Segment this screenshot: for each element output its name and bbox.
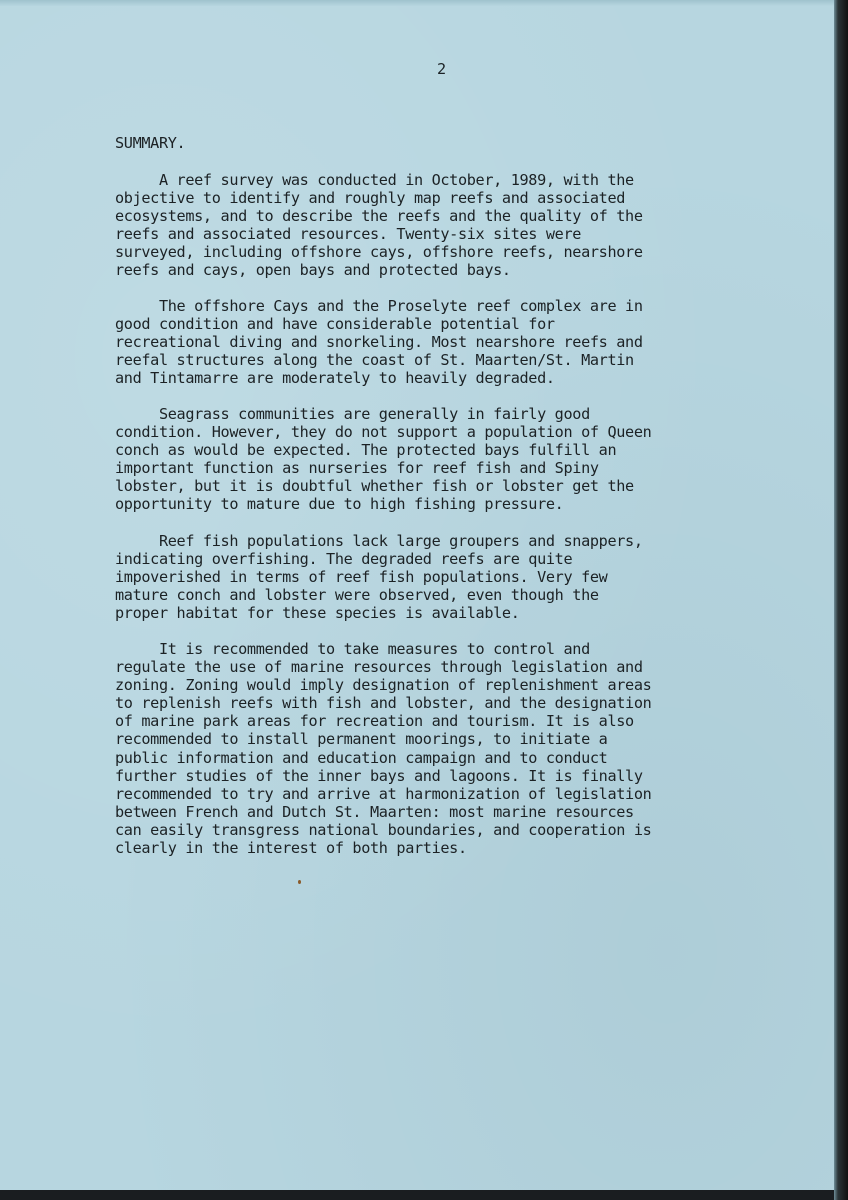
text-line: It is recommended to take measures to control and (115, 640, 590, 658)
text-line: reefs and cays, open bays and protected bays. (115, 261, 511, 280)
page-edge-shadow (834, 0, 848, 1200)
paper-speck (298, 880, 301, 884)
text-line: proper habitat for these species is available. (115, 604, 520, 623)
text-line: mature conch and lobster were observed, even though the (115, 586, 599, 605)
text-line: recommended to install permanent moorings, to initiate a (115, 730, 608, 749)
text-line: condition. However, they do not support a population of Queen (115, 423, 652, 442)
text-line: reefs and associated resources. Twenty-six sites were (115, 225, 582, 244)
paragraph-reef-fish (115, 532, 643, 622)
text-line: public information and education campaign and to conduct (115, 748, 608, 767)
text-line: recommended to try and arrive at harmonization of legislation (115, 784, 652, 803)
page-top-shadow (0, 0, 834, 6)
text-line: further studies of the inner bays and lagoons. It is finally (115, 766, 643, 785)
text-line: surveyed, including offshore cays, offshore reefs, nearshore (115, 243, 643, 262)
text-line: A reef survey was conducted in October, 1989, with the (115, 171, 634, 189)
page-number: 2 (437, 60, 446, 78)
text-line: good condition and have considerable potential for (115, 315, 555, 334)
summary-heading: SUMMARY. (115, 134, 186, 152)
text-line: of marine park areas for recreation and tourism. It is also (115, 712, 634, 731)
paragraph-survey-overview (115, 171, 643, 280)
text-line: ecosystems, and to describe the reefs and the quality of the (115, 207, 643, 226)
text-line: to replenish reefs with fish and lobster, and the designation (115, 694, 652, 713)
text-line: reefal structures along the coast of St. Maarten/St. Martin (115, 351, 634, 370)
text-line: indicating overfishing. The degraded reefs are quite (115, 550, 573, 569)
text-line: clearly in the interest of both parties. (115, 839, 467, 858)
paragraph-recommendations (115, 640, 651, 857)
text-line: important function as nurseries for reef fish and Spiny (115, 459, 599, 478)
text-line: lobster, but it is doubtful whether fish or lobster get the (115, 477, 634, 496)
text-line: Reef fish populations lack large groupers and snappers, (115, 532, 643, 550)
text-line: The offshore Cays and the Proselyte reef complex are in (115, 297, 643, 315)
text-line: conch as would be expected. The protected bays fulfill an (115, 441, 617, 460)
text-line: between French and Dutch St. Maarten: most marine resources (115, 802, 634, 821)
text-line: Seagrass communities are generally in fairly good (115, 405, 590, 423)
text-line: regulate the use of marine resources through legislation and (115, 658, 643, 677)
paragraph-seagrass (115, 405, 651, 514)
text-line: recreational diving and snorkeling. Most nearshore reefs and (115, 333, 643, 352)
text-line: impoverished in terms of reef fish populations. Very few (115, 568, 608, 587)
text-line: opportunity to mature due to high fishing pressure. (115, 495, 564, 514)
text-line: zoning. Zoning would imply designation of replenishment areas (115, 676, 652, 695)
paragraph-reef-condition (115, 297, 643, 387)
text-line: can easily transgress national boundaries, and cooperation is (115, 820, 652, 839)
text-line: and Tintamarre are moderately to heavily degraded. (115, 369, 555, 388)
text-line: objective to identify and roughly map reefs and associated (115, 189, 626, 208)
